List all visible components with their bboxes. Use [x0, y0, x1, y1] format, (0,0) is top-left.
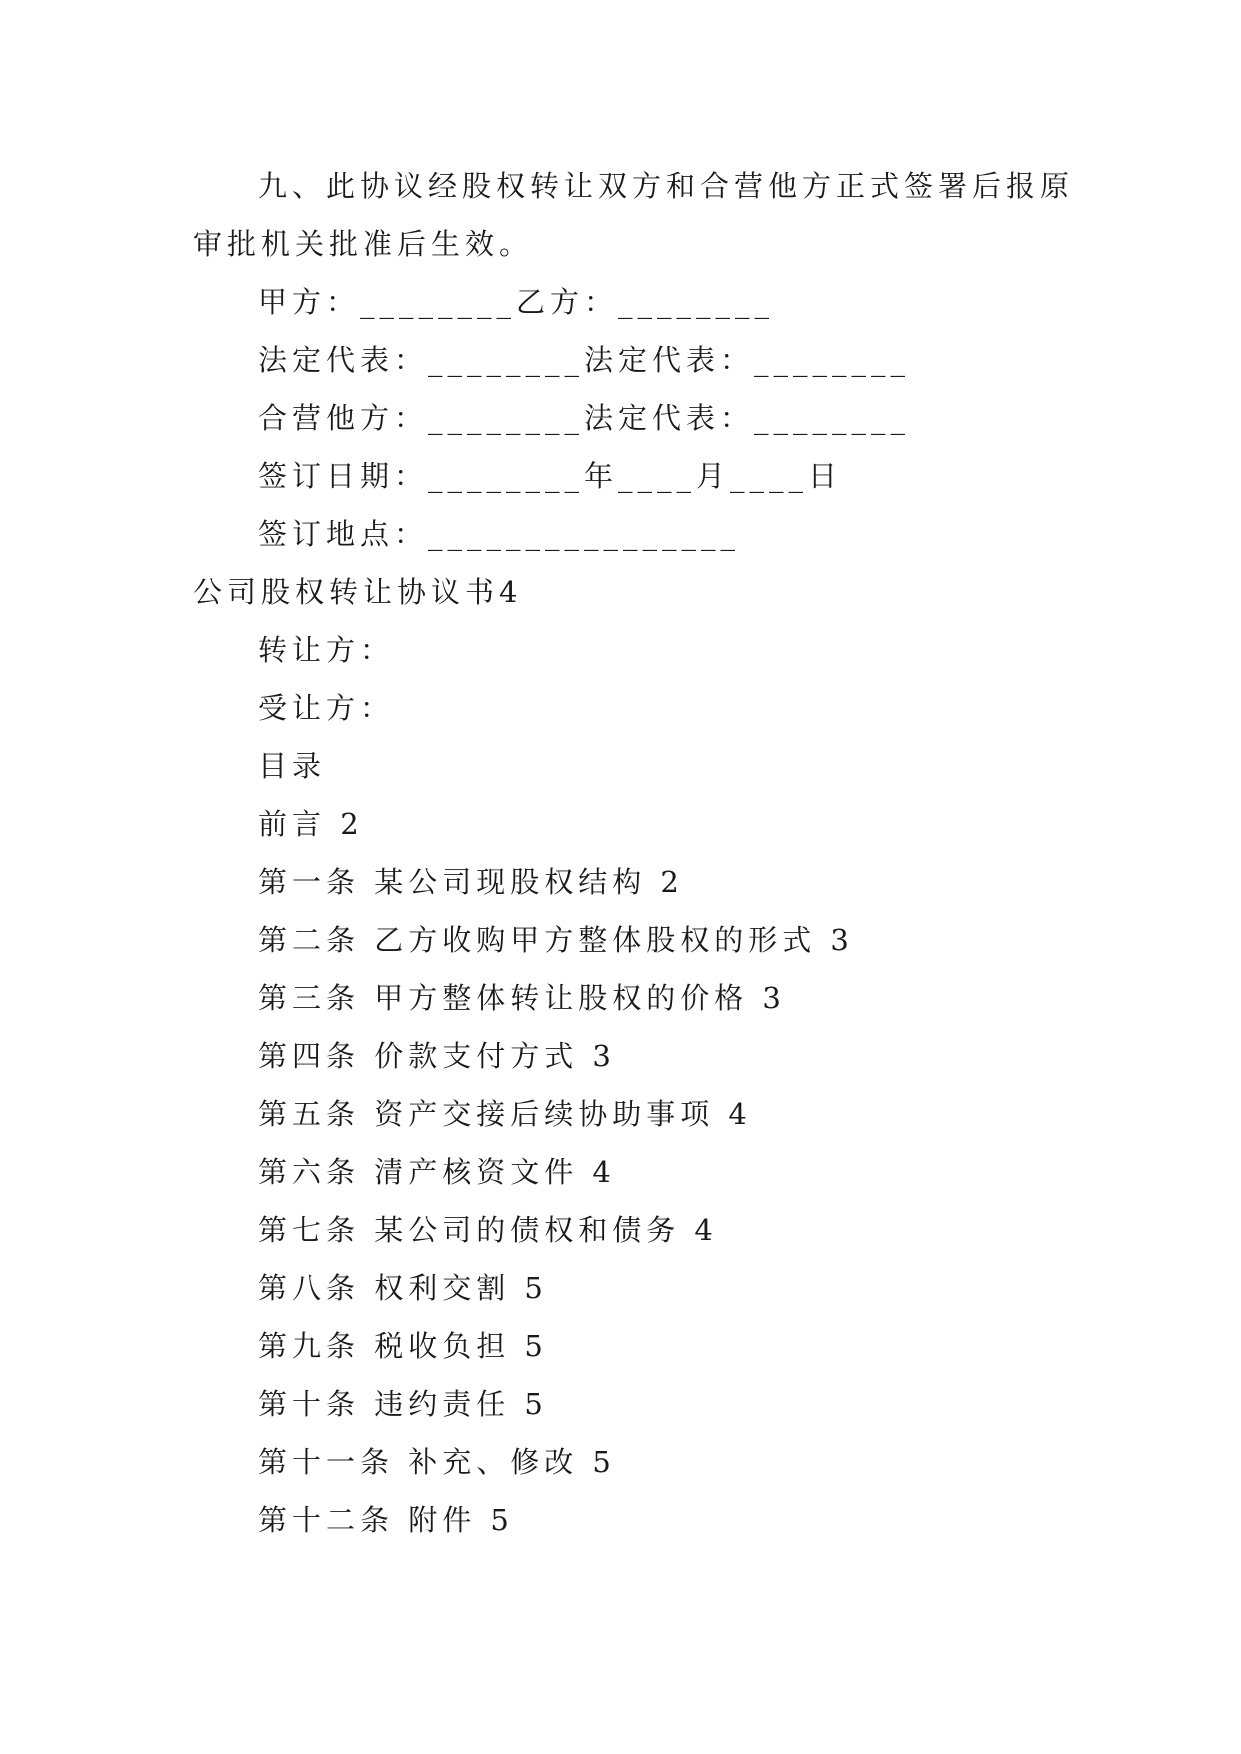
- toc-item: 第一条 某公司现股权结构 2: [258, 865, 684, 899]
- transferee-label: 受让方：: [258, 691, 395, 725]
- signature-party-a-b: 甲方：________乙方：________: [258, 285, 775, 319]
- toc-item: 第三条 甲方整体转让股权的价格 3: [258, 981, 786, 1015]
- transferor-label: 转让方：: [258, 633, 395, 667]
- toc-item: 第二条 乙方收购甲方整体股权的形式 3: [258, 923, 854, 957]
- toc-item: 第五条 资产交接后续协助事项 4: [258, 1097, 752, 1131]
- toc-item: 第十一条 补充、修改 5: [258, 1445, 616, 1479]
- toc-item: 第十条 违约责任 5: [258, 1387, 548, 1421]
- toc-item: 第七条 某公司的债权和债务 4: [258, 1213, 718, 1247]
- toc-item: 第六条 清产核资文件 4: [258, 1155, 616, 1189]
- signature-jv-party: 合营他方：________法定代表：________: [258, 401, 911, 435]
- toc-heading: 目录: [258, 749, 327, 783]
- clause-9-line-2: 审批机关批准后生效。: [193, 227, 534, 261]
- toc-item: 前言 2: [258, 807, 364, 841]
- document-title: 公司股权转让协议书4: [193, 575, 523, 609]
- toc-item: 第八条 权利交割 5: [258, 1271, 548, 1305]
- toc-item: 第四条 价款支付方式 3: [258, 1039, 616, 1073]
- clause-9-line-1: 九、此协议经股权转让双方和合营他方正式签署后报原: [258, 169, 1075, 203]
- signature-legal-reps: 法定代表：________法定代表：________: [258, 343, 911, 377]
- toc-item: 第十二条 附件 5: [258, 1503, 514, 1537]
- toc-item: 第九条 税收负担 5: [258, 1329, 548, 1363]
- signature-date: 签订日期：________年____月____日: [258, 459, 843, 493]
- signature-place: 签订地点：________________: [258, 517, 741, 551]
